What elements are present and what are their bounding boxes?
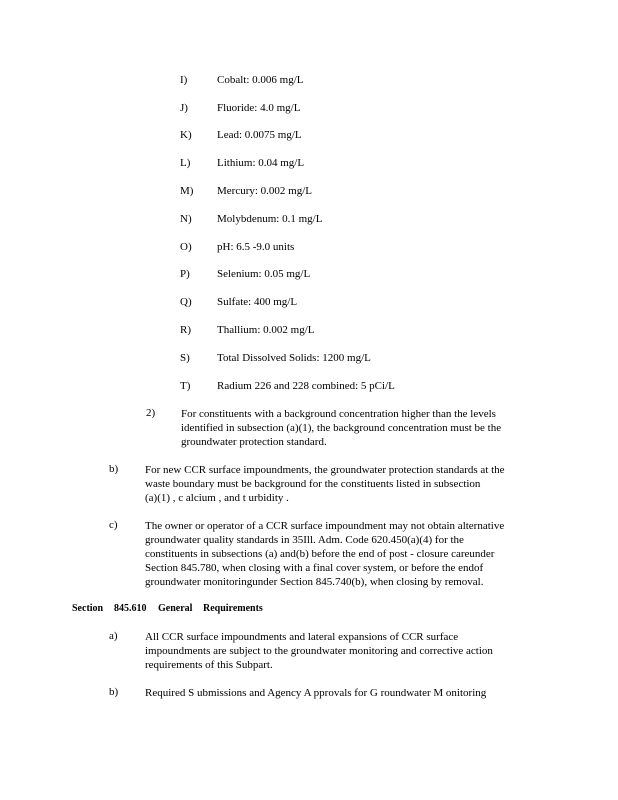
list-item-label: T) [180,380,191,392]
list-item-label: S) [180,352,190,364]
list-item-text: Thallium: 0.002 mg/L [217,324,315,336]
subsection-2-paragraph [181,407,501,449]
list-item-label: I) [180,74,188,86]
subsection-label-c: c) [109,519,118,531]
paragraph-line: groundwater protection standard. [181,436,327,448]
list-item-label: J) [180,102,188,114]
subsection-label-2: 2) [146,407,156,419]
list-item-text: Molybdenum: 0.1 mg/L [217,213,323,225]
paragraph-line: For new CCR surface impoundments, the groundwater protection standards at the [145,464,505,476]
section-item-label-b: b) [109,686,119,698]
paragraph-line: The owner or operator of a CCR surface impoundment may not obtain alternative [145,520,505,532]
paragraph-line: For constituents with a background concentration higher than the levels [181,408,496,420]
list-item-text: Selenium: 0.05 mg/L [217,268,311,280]
list-item-text: Total Dissolved Solids: 1200 mg/L [217,352,371,364]
paragraph-line: constituents in subsections (a) and(b) before the end of post - closure careunder [145,548,495,560]
list-item-label: K) [180,129,192,141]
list-item-text: Radium 226 and 228 combined: 5 pCi/L [217,380,395,392]
list-item-label: M) [180,185,194,197]
paragraph-line: Required S ubmissions and Agency A pprovals for G roundwater M onitoring [145,687,487,699]
section-number: 845.610 [114,603,147,614]
section-item-a-paragraph [145,630,493,672]
paragraph-line: Section 845.780, when closing with a final cover system, or before the endof [145,562,484,574]
list-item-label: L) [180,157,191,169]
list-item-text: Lithium: 0.04 mg/L [217,157,305,169]
section-title-part-2: Requirements [203,603,263,614]
section-item-label-a: a) [109,630,118,642]
paragraph-line: groundwater quality standards in 35Ill. Adm. Code 620.450(a)(4) for the [145,534,464,546]
list-item-text: Cobalt: 0.006 mg/L [217,74,304,86]
list-item-text: Sulfate: 400 mg/L [217,296,298,308]
subsection-label-b: b) [109,463,119,475]
paragraph-line: waste boundary must be background for the constituents listed in subsection [145,478,481,490]
section-item-b-heading [145,686,486,700]
subsection-c-paragraph [145,519,504,589]
section-title-part-1: General [158,603,193,614]
list-item-label: Q) [180,296,192,308]
paragraph-line: identified in subsection (a)(1), the background concentration must be the [181,422,502,434]
paragraph-line: groundwater monitoringunder Section 845.740(b), when closing by removal. [145,576,484,588]
paragraph-line: impoundments are subject to the groundwater monitoring and corrective action [145,645,493,657]
list-item-text: Fluoride: 4.0 mg/L [217,102,301,114]
paragraph-line: requirements of this Subpart. [145,659,273,671]
list-item-text: Lead: 0.0075 mg/L [217,129,302,141]
list-item-label: P) [180,268,190,280]
list-item-text: Mercury: 0.002 mg/L [217,185,313,197]
list-item-label: O) [180,241,192,253]
list-item-label: R) [180,324,191,336]
list-item-label: N) [180,213,192,225]
section-word: Section [72,603,104,614]
subsection-b-paragraph [145,463,505,505]
paragraph-line: All CCR surface impoundments and lateral expansions of CCR surface [145,631,459,643]
paragraph-line: (a)(1) , c alcium , and t urbidity . [145,492,289,504]
list-item-text: pH: 6.5 -9.0 units [217,241,295,253]
